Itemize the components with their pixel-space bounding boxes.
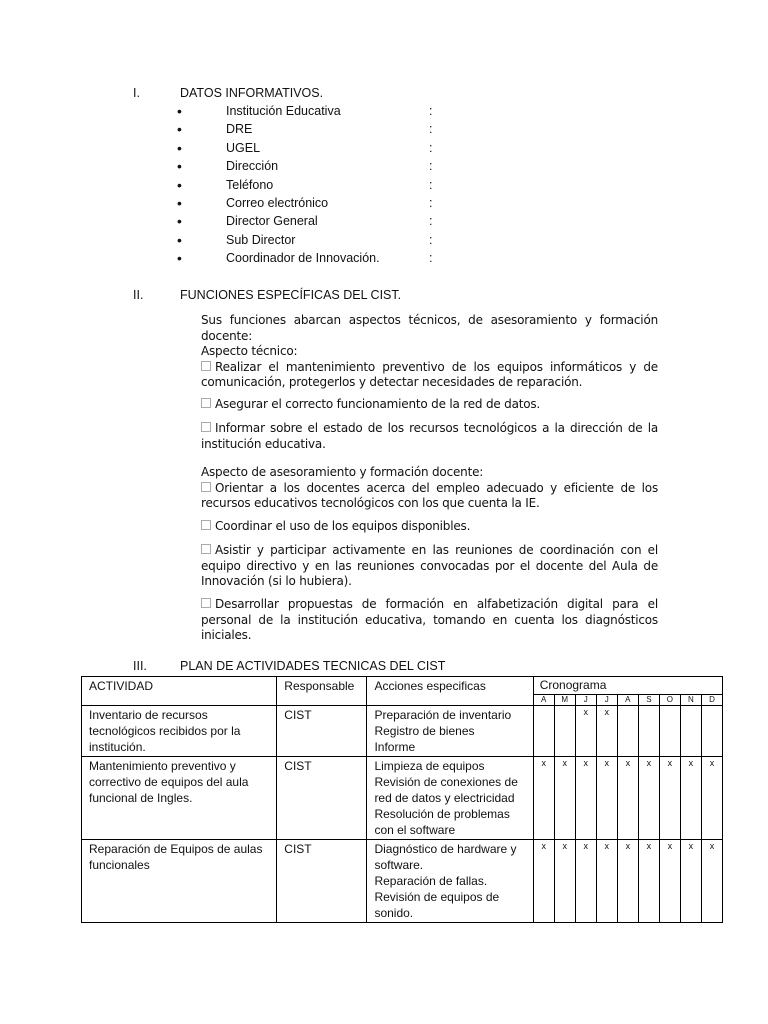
month-header: A bbox=[617, 695, 638, 706]
advice-item: Coordinar el uso de los equipos disponibles. bbox=[201, 519, 658, 535]
actions-cell bbox=[367, 840, 533, 923]
schedule-mark: x bbox=[604, 841, 610, 851]
schedule-mark: x bbox=[583, 841, 589, 851]
bullet-icon: • bbox=[177, 232, 182, 248]
schedule-cell bbox=[638, 840, 659, 923]
action-line: Preparación de inventario bbox=[374, 708, 512, 722]
info-colon: : bbox=[429, 196, 433, 210]
schedule-mark: x bbox=[562, 758, 567, 768]
section-3-number: III. bbox=[133, 659, 147, 673]
section-3-title: PLAN DE ACTIVIDADES TECNICAS DEL CIST bbox=[180, 659, 446, 673]
schedule-mark: x bbox=[604, 707, 610, 717]
schedule-mark: x bbox=[625, 758, 631, 768]
schedule-cell bbox=[575, 706, 596, 757]
schedule-cell bbox=[680, 757, 701, 840]
schedule-cell bbox=[533, 840, 554, 923]
header-responsible: Responsable bbox=[277, 677, 367, 706]
info-label: Correo electrónico bbox=[226, 196, 329, 210]
info-label: UGEL bbox=[226, 141, 261, 155]
info-colon: : bbox=[429, 141, 433, 155]
section-1-number: I. bbox=[133, 86, 140, 100]
bullet-icon: • bbox=[177, 103, 182, 119]
tech-item: Realizar el mantenimiento preventivo de los equipos informáticos y de comunicación, protegerlos y detectar necesidades de reparación. bbox=[201, 359, 658, 389]
bullet-icon: • bbox=[177, 213, 182, 229]
info-colon: : bbox=[429, 122, 433, 136]
schedule-cell bbox=[596, 706, 617, 757]
checkbox-icon bbox=[201, 482, 211, 492]
info-item bbox=[0, 141, 768, 159]
schedule-mark: x bbox=[583, 707, 589, 717]
info-colon: : bbox=[429, 214, 433, 228]
month-header: J bbox=[575, 695, 596, 706]
bullet-icon: • bbox=[177, 140, 182, 156]
schedule-mark: x bbox=[688, 841, 694, 851]
actions-cell bbox=[367, 706, 533, 757]
schedule-mark: x bbox=[709, 758, 715, 768]
table-row bbox=[82, 706, 723, 757]
action-line: Resolución de problemas con el software bbox=[374, 807, 510, 837]
schedule-mark: x bbox=[541, 758, 546, 768]
checkbox-icon bbox=[201, 520, 211, 530]
bullet-icon: • bbox=[177, 121, 182, 137]
advice-item: Asistir y participar activamente en las reuniones de coordinación con el equipo directivo y en las reuniones convocadas por el docente del Aula de Innovación (si lo hubiera). bbox=[201, 543, 658, 588]
schedule-mark: x bbox=[562, 841, 567, 851]
bullet-icon: • bbox=[177, 195, 182, 211]
checkbox-icon bbox=[201, 598, 211, 608]
schedule-mark: x bbox=[709, 841, 715, 851]
schedule-cell bbox=[554, 706, 575, 757]
action-line: Revisión de conexiones de red de datos y electricidad bbox=[374, 775, 518, 805]
schedule-cell bbox=[701, 840, 722, 923]
info-item bbox=[0, 104, 768, 122]
section-2-number: II. bbox=[133, 288, 144, 302]
month-header: J bbox=[596, 695, 617, 706]
tech-aspect-heading: Aspecto técnico: bbox=[201, 344, 298, 358]
action-line: Informe bbox=[374, 740, 416, 754]
action-line: Revisión de equipos de sonido. bbox=[374, 890, 500, 920]
schedule-mark: x bbox=[604, 758, 610, 768]
schedule-cell bbox=[701, 757, 722, 840]
schedule-cell bbox=[638, 757, 659, 840]
schedule-cell bbox=[596, 757, 617, 840]
functions-intro: Sus funciones abarcan aspectos técnicos, de asesoramiento y formación docente: bbox=[201, 313, 658, 343]
responsible-cell: CIST bbox=[277, 757, 367, 840]
info-colon: : bbox=[429, 233, 433, 247]
activity-cell: Reparación de Equipos de aulas funcionales bbox=[82, 840, 277, 923]
bullet-icon: • bbox=[177, 250, 182, 266]
responsible-cell: CIST bbox=[277, 840, 367, 923]
schedule-mark: x bbox=[583, 758, 589, 768]
header-schedule: Cronograma bbox=[533, 677, 722, 695]
actions-cell bbox=[367, 757, 533, 840]
month-header: N bbox=[680, 695, 701, 706]
schedule-mark: x bbox=[541, 841, 546, 851]
schedule-cell bbox=[554, 840, 575, 923]
tech-item: Informar sobre el estado de los recursos tecnológicos a la dirección de la institución educativa. bbox=[201, 421, 658, 451]
info-item bbox=[0, 159, 768, 177]
bullet-icon: • bbox=[177, 177, 182, 193]
advice-item: Orientar a los docentes acerca del empleo adecuado y eficiente de los recursos educativos tecnológicos con los que cuenta la IE. bbox=[201, 480, 658, 510]
schedule-cell bbox=[680, 706, 701, 757]
action-line: Registro de bienes bbox=[374, 724, 475, 738]
info-label: Institución Educativa bbox=[226, 104, 341, 118]
table-row bbox=[82, 840, 723, 923]
info-item bbox=[0, 122, 768, 140]
activity-cell: Inventario de recursos tecnológicos recibidos por la institución. bbox=[82, 706, 277, 757]
info-colon: : bbox=[429, 251, 433, 265]
info-item bbox=[0, 214, 768, 232]
header-activity: ACTIVIDAD bbox=[82, 677, 277, 706]
table-row bbox=[82, 757, 723, 840]
info-label: Director General bbox=[226, 214, 318, 228]
responsible-cell: CIST bbox=[277, 706, 367, 757]
checkbox-icon bbox=[201, 422, 211, 432]
month-header: A bbox=[533, 695, 554, 706]
checkbox-icon bbox=[201, 544, 211, 554]
schedule-cell bbox=[701, 706, 722, 757]
section-1-title: DATOS INFORMATIVOS. bbox=[180, 86, 324, 100]
action-line: Reparación de fallas. bbox=[374, 874, 488, 888]
info-colon: : bbox=[429, 178, 433, 192]
schedule-cell bbox=[659, 706, 680, 757]
header-actions: Acciones especificas bbox=[367, 677, 533, 706]
schedule-cell bbox=[617, 840, 638, 923]
section-1-heading bbox=[0, 86, 768, 102]
info-label: Dirección bbox=[226, 159, 279, 173]
schedule-cell bbox=[533, 757, 554, 840]
schedule-mark: x bbox=[667, 758, 673, 768]
activities-table bbox=[81, 676, 723, 923]
advice-block bbox=[201, 465, 658, 512]
schedule-mark: x bbox=[688, 758, 694, 768]
schedule-mark: x bbox=[646, 841, 652, 851]
schedule-cell bbox=[575, 757, 596, 840]
month-header: D bbox=[701, 695, 722, 706]
action-line: Limpieza de equipos bbox=[374, 759, 485, 773]
activity-cell: Mantenimiento preventivo y correctivo de equipos del aula funcional de Ingles. bbox=[82, 757, 277, 840]
schedule-cell bbox=[575, 840, 596, 923]
schedule-cell bbox=[617, 757, 638, 840]
info-label: Teléfono bbox=[226, 178, 274, 192]
schedule-cell bbox=[638, 706, 659, 757]
checkbox-icon bbox=[201, 361, 211, 371]
info-item bbox=[0, 178, 768, 196]
schedule-cell bbox=[533, 706, 554, 757]
info-item bbox=[0, 196, 768, 214]
month-header: S bbox=[638, 695, 659, 706]
section-2-title: FUNCIONES ESPECÍFICAS DEL CIST. bbox=[180, 288, 402, 302]
advice-item: Desarrollar propuestas de formación en alfabetización digital para el personal de la institución educativa, tomando en cuenta los diagnósticos iniciales. bbox=[201, 597, 658, 642]
schedule-cell bbox=[680, 840, 701, 923]
info-colon: : bbox=[429, 159, 433, 173]
schedule-cell bbox=[617, 706, 638, 757]
info-label: DRE bbox=[226, 122, 253, 136]
schedule-cell bbox=[659, 840, 680, 923]
info-label: Sub Director bbox=[226, 233, 296, 247]
checkbox-icon bbox=[201, 398, 211, 408]
tech-item: Asegurar el correcto funcionamiento de la red de datos. bbox=[201, 397, 658, 413]
schedule-cell bbox=[596, 840, 617, 923]
schedule-cell bbox=[554, 757, 575, 840]
functions-intro-block bbox=[201, 313, 658, 391]
info-label: Coordinador de Innovación. bbox=[226, 251, 380, 265]
section-2-heading bbox=[0, 288, 768, 304]
info-item bbox=[0, 233, 768, 251]
section-3-heading bbox=[0, 659, 768, 675]
schedule-mark: x bbox=[625, 841, 631, 851]
bullet-icon: • bbox=[177, 158, 182, 174]
info-item bbox=[0, 251, 768, 269]
month-header: O bbox=[659, 695, 680, 706]
advice-aspect-heading: Aspecto de asesoramiento y formación docente: bbox=[201, 465, 484, 479]
action-line: Diagnóstico de hardware y software. bbox=[374, 842, 517, 872]
schedule-mark: x bbox=[646, 758, 652, 768]
info-colon: : bbox=[429, 104, 433, 118]
schedule-cell bbox=[659, 757, 680, 840]
schedule-mark: x bbox=[667, 841, 673, 851]
table-header-row bbox=[82, 677, 723, 695]
month-header: M bbox=[554, 695, 575, 706]
